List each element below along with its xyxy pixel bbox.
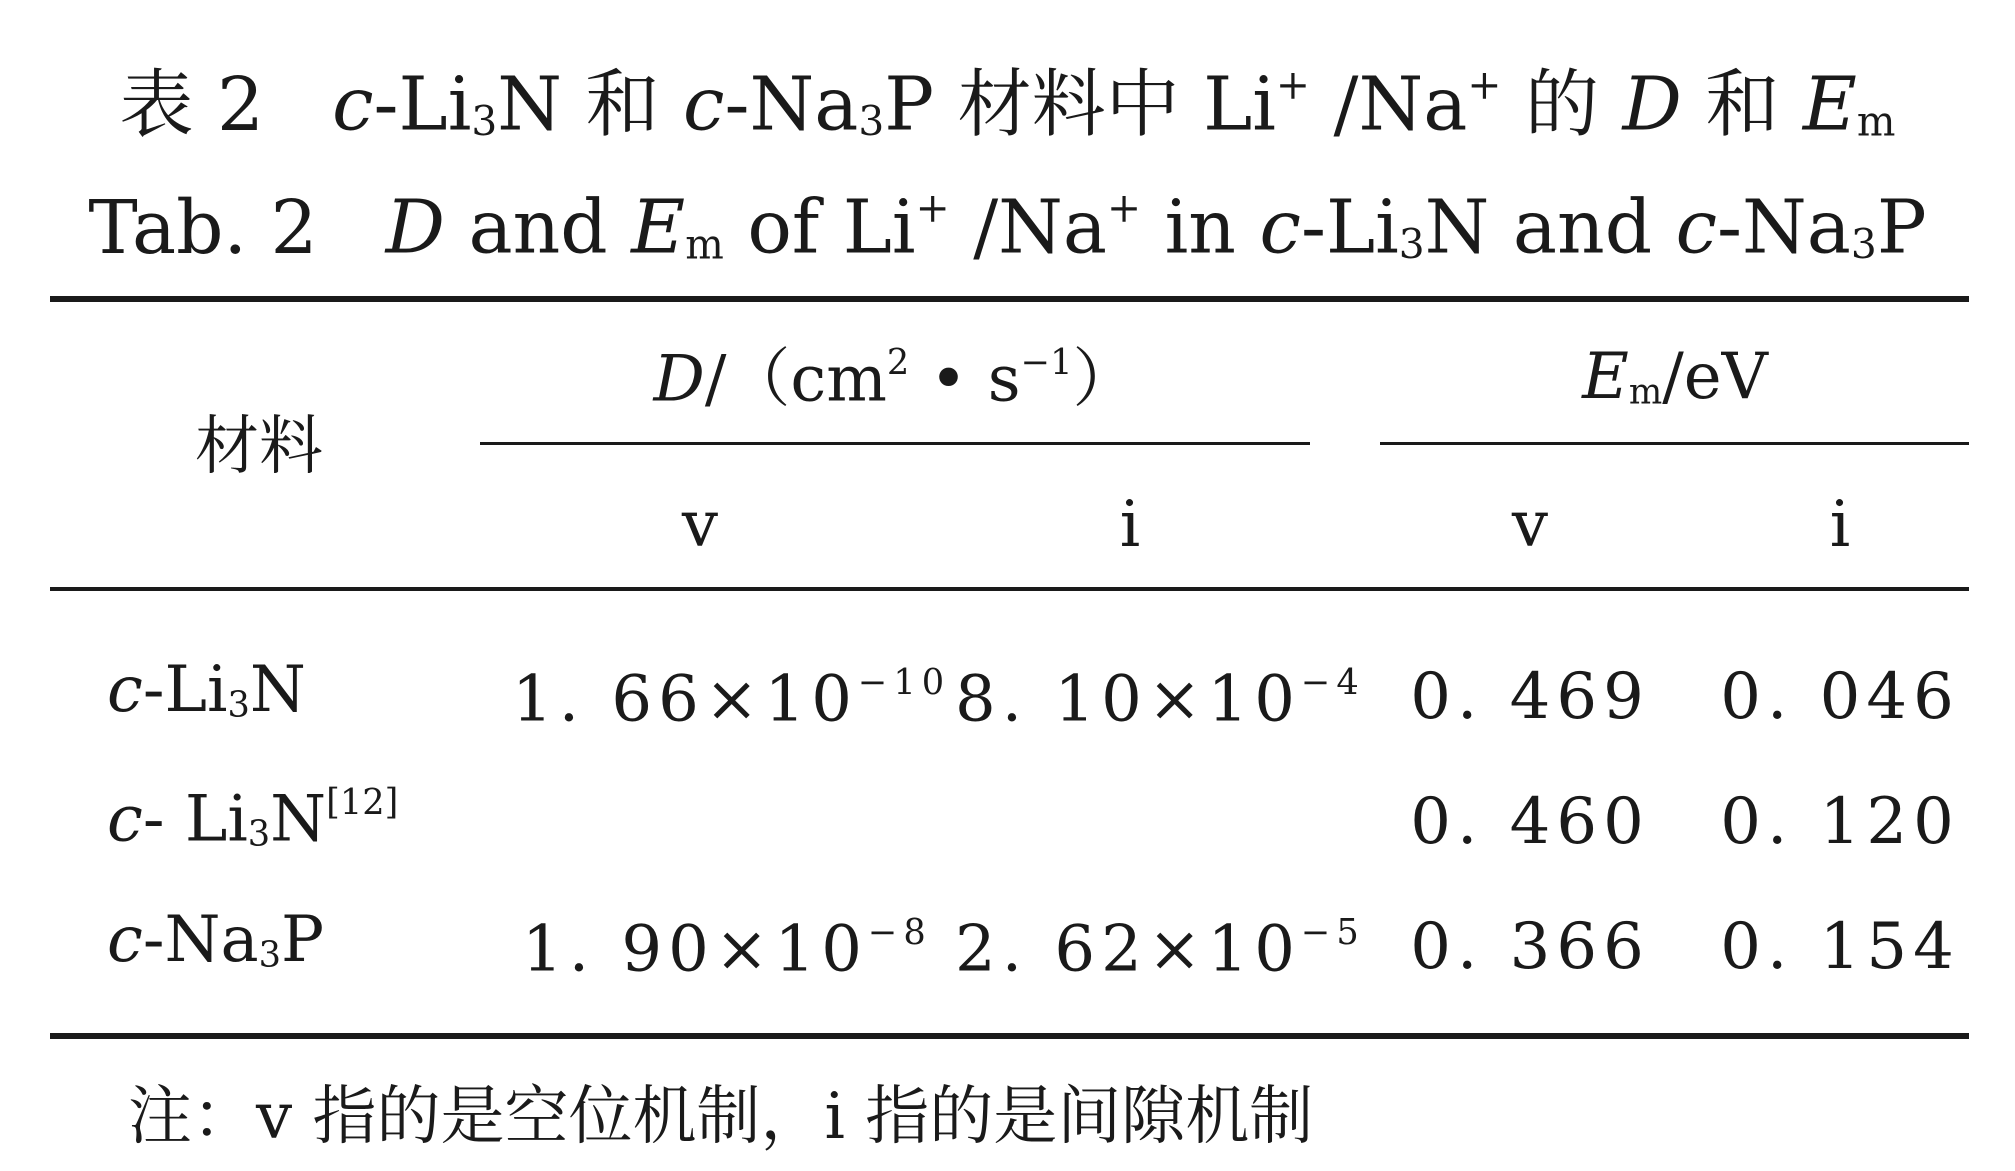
table-bottom-rule <box>50 1033 1969 1039</box>
row-material: $c-Na_3P$ <box>107 903 325 977</box>
table-label-en: Tab. 2 <box>88 184 318 271</box>
table-cell: 1. $90\times 10^{-8}$ <box>522 912 932 987</box>
subheader-rule-em <box>1380 442 1969 445</box>
subheader-d-v: v <box>681 488 719 562</box>
table-top-rule <box>50 296 1969 302</box>
table-cell: 1. $66\times 10^{-10}$ <box>512 662 951 737</box>
table-caption-en: Tab. 2 D and $E_m$ of Li+ /Na+ in $c-Li_3N$ and $c-Na_3P$ <box>88 184 1927 271</box>
subheader-em-i: i <box>1829 488 1851 562</box>
table-cell: 0. 046 <box>1720 660 1960 734</box>
subheader-d-i: i <box>1119 488 1141 562</box>
subheader-rule-d <box>480 442 1310 445</box>
header-material: 材料 <box>195 410 323 484</box>
row-material: $c-Li_3N$ <box>107 653 306 727</box>
table-caption-cn: 表 2 $c-Li_3N$ 和 $c-Na_3P$ 材料中 Li+ /Na+ 的 D 和 $E_m$ <box>119 61 1896 148</box>
subheader-em-v: v <box>1511 488 1549 562</box>
reference-marker: [12] <box>326 782 399 823</box>
table-footnote: 注：v 指的是空位机制，i 指的是间隙机制 <box>128 1080 1314 1154</box>
row-material: c- $Li_3N[12]$ <box>107 782 399 857</box>
table-cell: 0. 460 <box>1410 785 1650 859</box>
table-cell: 0. 469 <box>1410 660 1650 734</box>
table-cell: 0. 154 <box>1720 910 1960 984</box>
table-cell: 0. 366 <box>1410 910 1650 984</box>
table-cell: 2. $62\times 10^{-5}$ <box>955 912 1365 987</box>
table-label-cn: 表 2 <box>119 61 265 148</box>
header-bottom-rule <box>50 587 1969 591</box>
header-diffusion: $D/(cm^2$ • $s^{-1}$） <box>653 342 1137 417</box>
table-cell: 0. 120 <box>1720 785 1960 859</box>
header-migration-energy: $E_m/eV$ <box>1582 340 1768 414</box>
table-cell: 8. $10\times 10^{-4}$ <box>955 662 1365 737</box>
